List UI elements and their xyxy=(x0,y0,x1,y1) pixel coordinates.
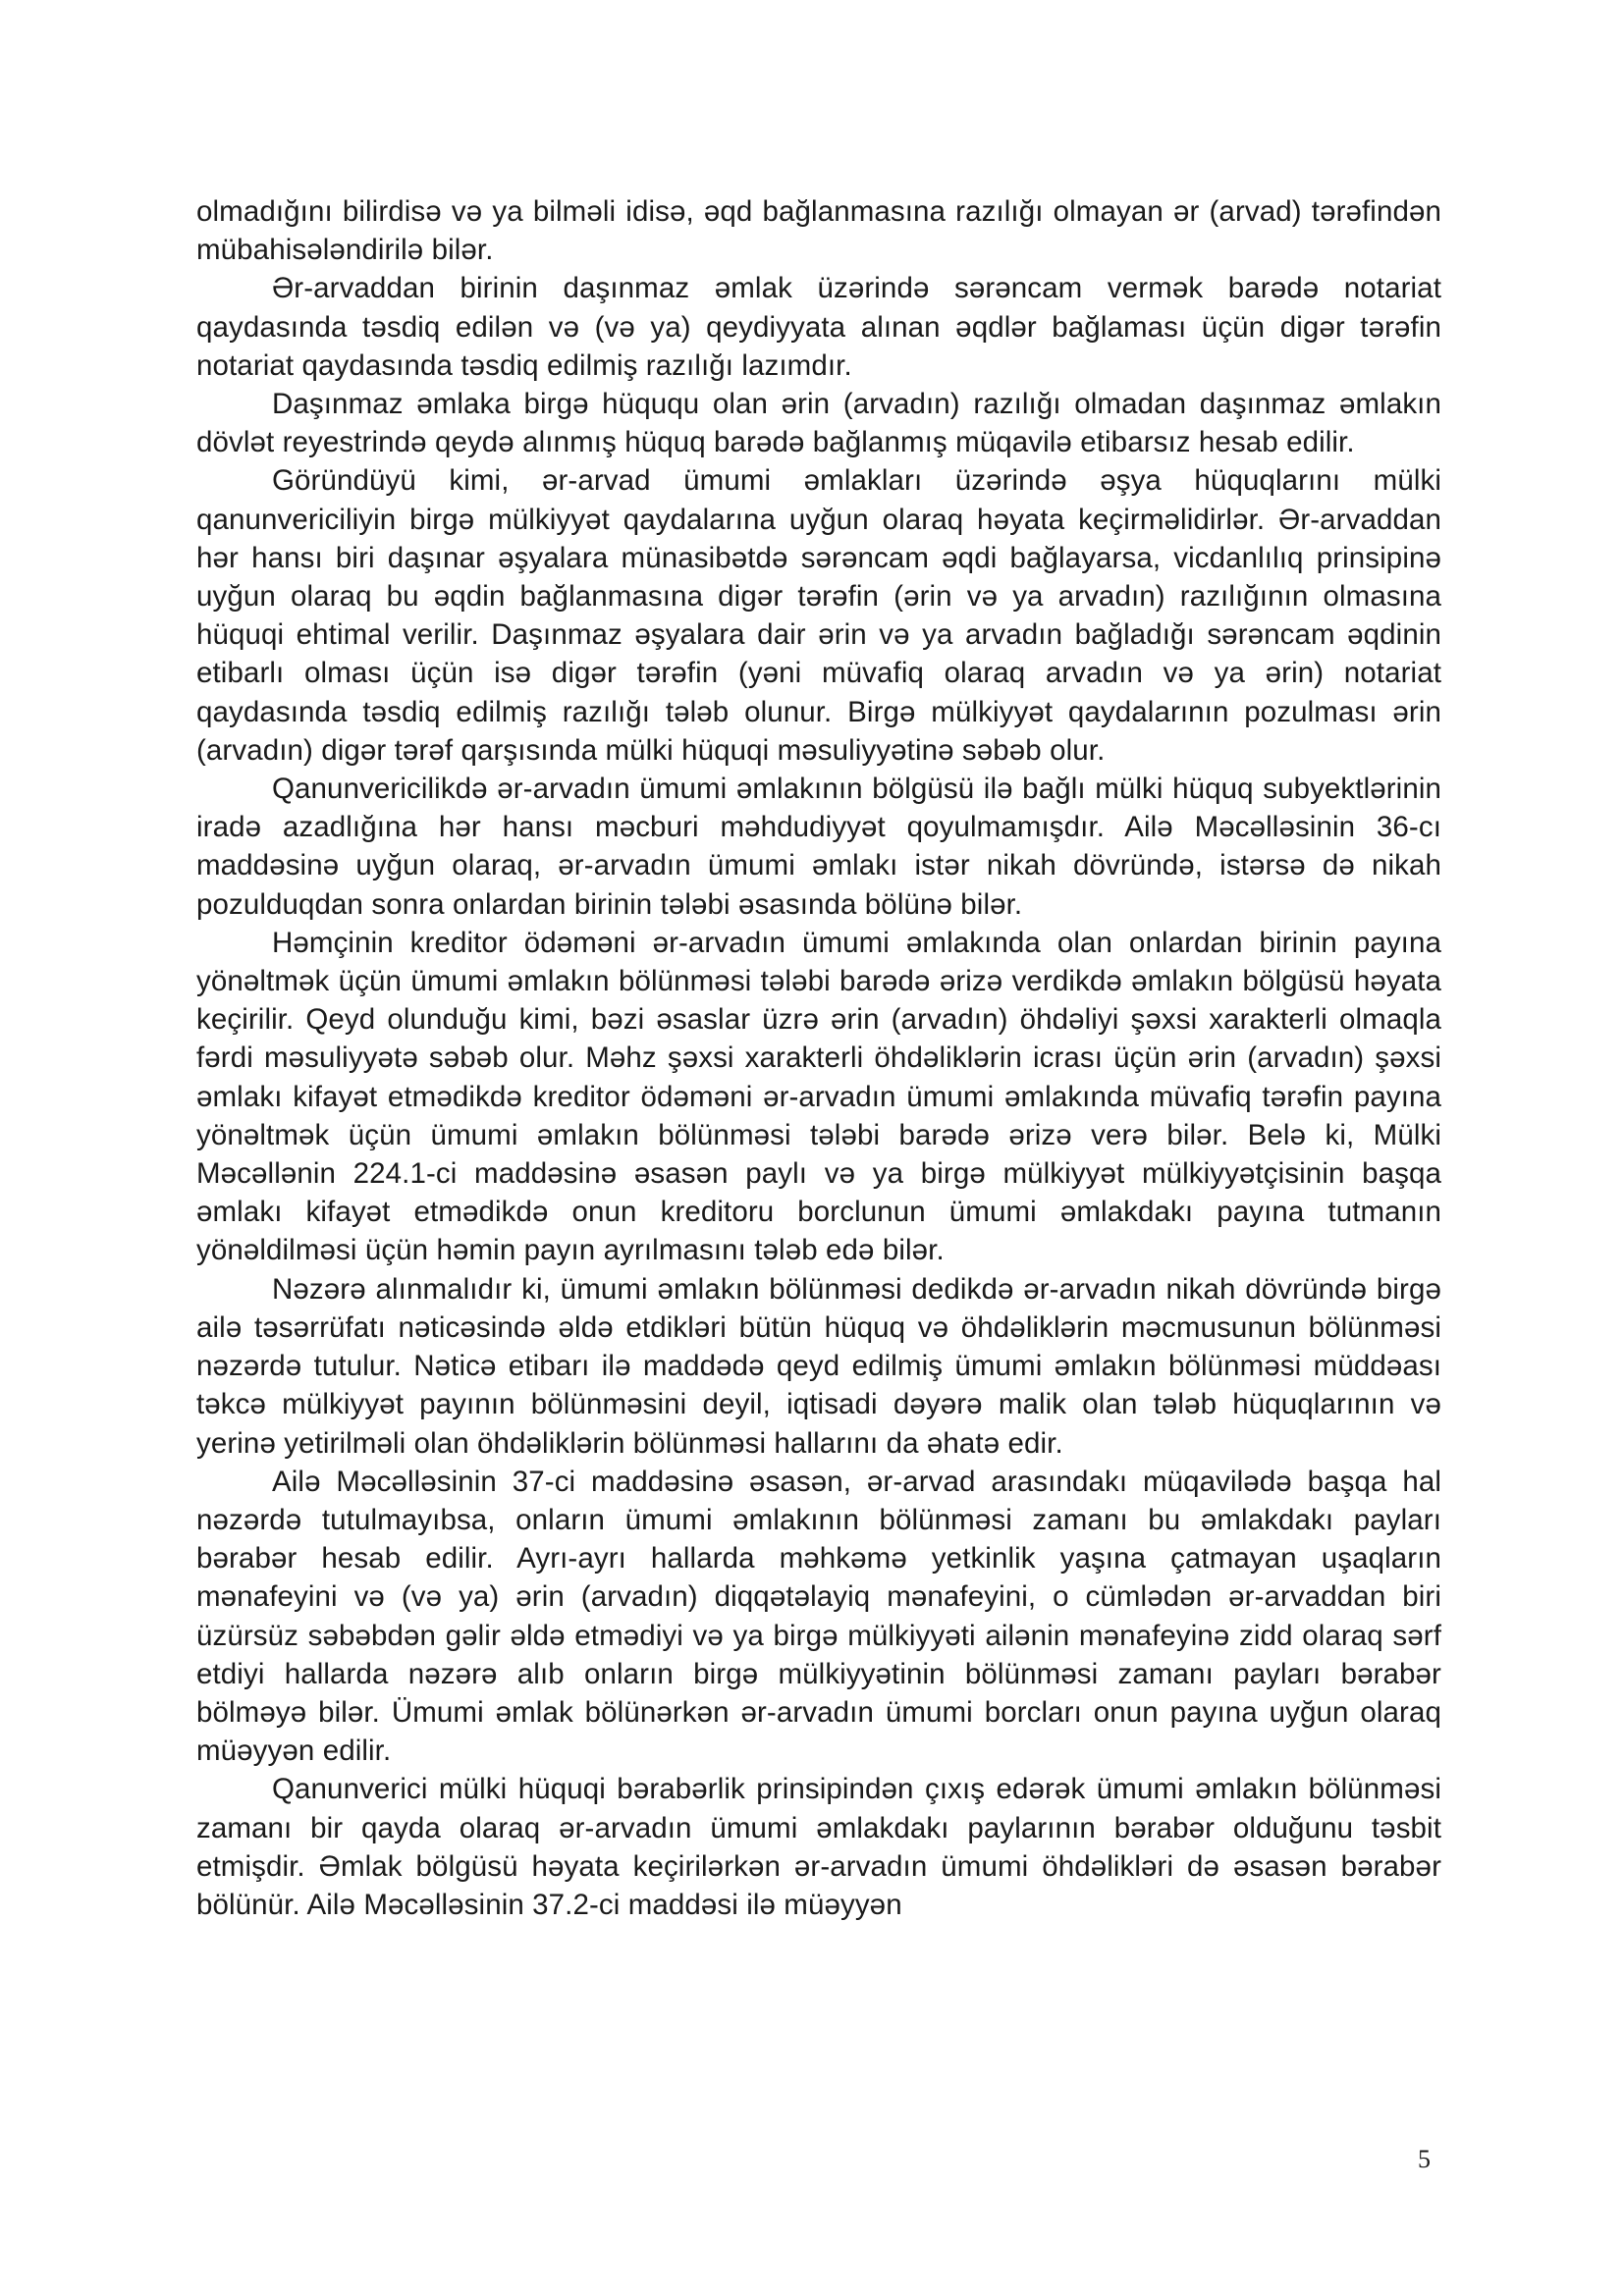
paragraph-4: Göründüyü kimi, ər-arvad ümumi əmlakları üzərində əşya hüquqlarını mülki qanunvericiliyin birgə mülkiyyət qaydalarına uyğun olaraq həyata keçirməlidirlər. Ər-arvaddan hər hansı biri daşınar əşyalara münasibətdə sərəncam əqdi bağlayarsa, vicdanlılıq prinsipinə uyğun olaraq bu əqdin bağlanmasına digər tərəfin (ərin və ya arvadın) razılığının olmasına hüquqi ehtimal verilir. Daşınmaz əşyalara dair ərin və ya arvadın bağladığı sərəncam əqdinin etibarlı olması üçün isə digər tərəfin (yəni müvafiq olaraq arvadın və ya ərin) notariat qaydasında təsdiq edilmiş razılığı tələb olunur. Birgə mülkiyyət qaydalarının pozulması ərin (arvadın) digər tərəf qarşısında mülki hüquqi məsuliyyətinə səbəb olur. xyxy=(196,464,1441,767)
paragraph-2: Ər-arvaddan birinin daşınmaz əmlak üzərində sərəncam vermək barədə notariat qaydasında təsdiq edilən və (və ya) qeydiyyata alınan əqdlər bağlaması üçün digər tərəfin notariat qaydasında təsdiq edilmiş razılığı lazımdır. xyxy=(196,272,1441,382)
paragraph-5: Qanunvericilikdə ər-arvadın ümumi əmlakının bölgüsü ilə bağlı mülki hüquq subyektlərinin iradə azadlığına hər hansı məcburi məhdudiyyət qoyulmamışdır. Ailə Məcəlləsinin 36-cı maddəsinə uyğun olaraq, ər-arvadın ümumi əmlakı istər nikah dövründə, istərsə də nikah pozulduqdan sonra onlardan birinin tələbi əsasında bölünə bilər. xyxy=(196,773,1441,921)
paragraph-1: olmadığını bilirdisə və ya bilməli idisə, əqd bağlanmasına razılığı olmayan ər (arvad) tərəfindən mübahisələndirilə bilər. xyxy=(196,195,1441,267)
paragraph-8: Ailə Məcəlləsinin 37-ci maddəsinə əsasən, ər-arvad arasındakı müqavilədə başqa hal nəzərdə tutulmayıbsa, onların ümumi əmlakının bölünməsi zamanı bu əmlakdakı payları bərabər hesab edilir. Ayrı-ayrı hallarda məhkəmə yetkinlik yaşına çatmayan uşaqların mənafeyini və (və ya) ərin (arvadın) diqqətəlayiq mənafeyini, o cümlədən ər-arvaddan biri üzürsüz səbəbdən gəlir əldə etmədiyi və ya birgə mülkiyyəti ailənin mənafeyinə zidd olaraq sərf etdiyi hallarda nəzərə alıb onların birgə mülkiyyətinin bölünməsi zamanı payları bərabər bölməyə bilər. Ümumi əmlak bölünərkən ər-arvadın ümumi borcları onun payına uyğun olaraq müəyyən edilir. xyxy=(196,1465,1441,1768)
paragraph-7: Nəzərə alınmalıdır ki, ümumi əmlakın bölünməsi dedikdə ər-arvadın nikah dövründə birgə ailə təsərrüfatı nəticəsində əldə etdikləri bütün hüquq və öhdəliklərin məcmusunun bölünməsi nəzərdə tutulur. Nəticə etibarı ilə maddədə qeyd edilmiş ümumi əmlakın bölünməsi müddəası təkcə mülkiyyət payının bölünməsini deyil, iqtisadi dəyərə malik olan tələb hüquqlarının və yerinə yetirilməli olan öhdəliklərin bölünməsi hallarını da əhatə edir. xyxy=(196,1272,1441,1460)
paragraph-3: Daşınmaz əmlaka birgə hüququ olan ərin (arvadın) razılığı olmadan daşınmaz əmlakın dövlət reyestrində qeydə alınmış hüquq barədə bağlanmış müqavilə etibarsız hesab edilir. xyxy=(196,388,1441,459)
page-body xyxy=(196,192,1441,1924)
page-number: 5 xyxy=(1418,2145,1431,2173)
paragraph-6: Həmçinin kreditor ödəməni ər-arvadın ümumi əmlakında olan onlardan birinin payına yönəltmək üçün ümumi əmlakın bölünməsi tələbi barədə ərizə verdikdə əmlakın bölgüsü həyata keçirilir. Qeyd olunduğu kimi, bəzi əsaslar üzrə ərin (arvadın) öhdəliyi şəxsi xarakterli olmaqla fərdi məsuliyyətə səbəb olur. Məhz şəxsi xarakterli öhdəliklərin icrası üçün ərin (arvadın) şəxsi əmlakı kifayət etmədikdə kreditor ödəməni ər-arvadın ümumi əmlakında müvafiq tərəfin payına yönəltmək üçün ümumi əmlakın bölünməsi tələbi barədə ərizə verə bilər. Belə ki, Mülki Məcəllənin 224.1-ci maddəsinə əsasən paylı və ya birgə mülkiyyət mülkiyyətçisinin başqa əmlakı kifayət etmədikdə onun kreditoru borclunun ümumi əmlakdakı payına tutmanın yönəldilməsi üçün həmin payın ayrılmasını tələb edə bilər. xyxy=(196,926,1441,1267)
paragraph-9: Qanunverici mülki hüquqi bərabərlik prinsipindən çıxış edərək ümumi əmlakın bölünməsi zamanı bir qayda olaraq ər-arvadın ümumi əmlakdakı paylarının bərabər olduğunu təsbit etmişdir. Əmlak bölgüsü həyata keçirilərkən ər-arvadın ümumi öhdəlikləri də əsasən bərabər bölünür. Ailə Məcəlləsinin 37.2-ci maddəsi ilə müəyyən xyxy=(196,1773,1441,1921)
